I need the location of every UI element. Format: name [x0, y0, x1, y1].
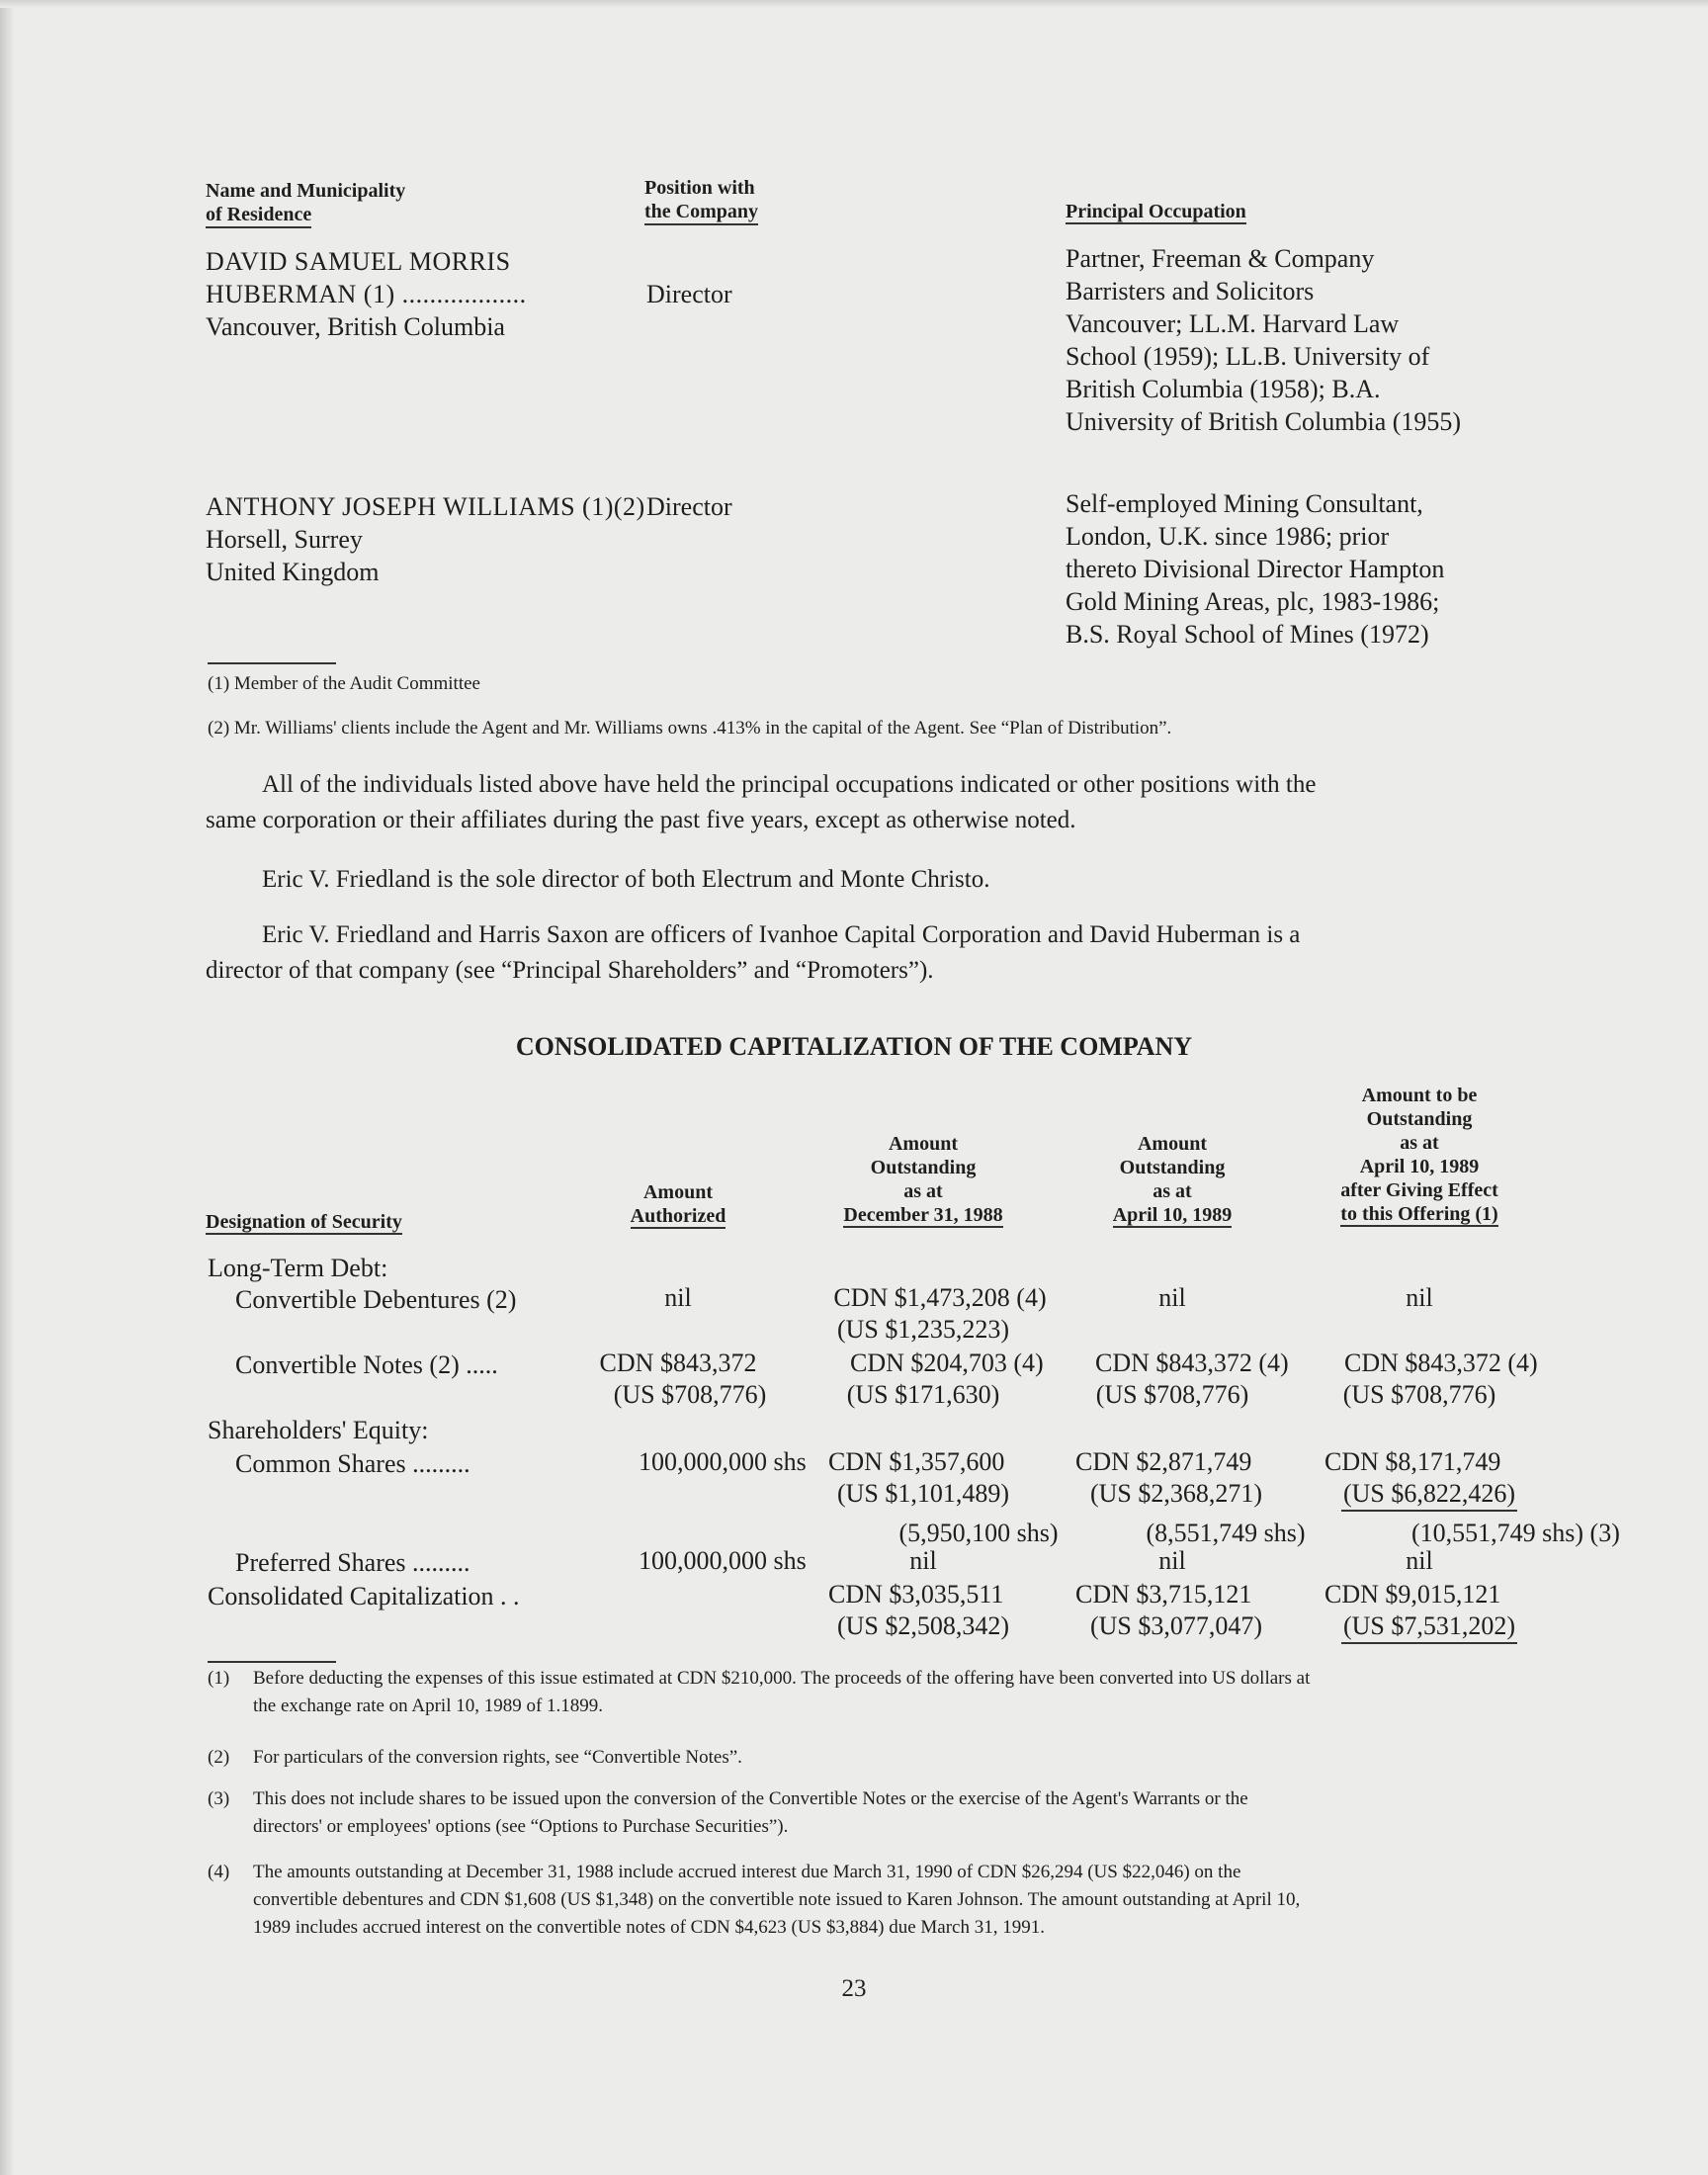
consolidated-after: CDN $9,015,121: [1324, 1580, 1501, 1609]
preferred-dec31: nil: [909, 1546, 937, 1575]
director-1-occupation: Partner, Freeman & Company Barristers and Solicitors Vancouver; LL.M. Harvard Law School (1959); LL.B. University of British Columbia (1958); B.A. University of British Columbia (1955): [1066, 244, 1462, 436]
col-header-after-offering: Amount to be Outstanding as at April 10, 1989 after Giving Effect to this Offering (1): [1340, 1085, 1498, 1225]
notes-dec31: CDN $204,703 (4): [850, 1348, 1044, 1377]
row-label-consolidated: Consolidated Capitalization . .: [208, 1582, 520, 1610]
paragraph-1: All of the individuals listed above have held the principal occupations indicated or other positions with the same corporation or their affiliates during the past five years, except as otherwise noted.: [206, 771, 1317, 833]
header-position: Position with the Company: [644, 176, 758, 225]
col-header-authorized: Amount Authorized: [630, 1181, 726, 1227]
notes-apr10: CDN $843,372 (4): [1095, 1348, 1289, 1377]
scan-edge-top: [0, 0, 1708, 8]
cap-footnote-1: (1) Before deducting the expenses of this issue estimated at CDN $210,000. The proceeds of the offering have been converted into US dollars at the exchange rate on April 10, 1989 of 1.1899.: [208, 1668, 1311, 1716]
debentures-apr10: nil: [1158, 1283, 1186, 1312]
directors-footnote-2: (2) Mr. Williams' clients include the Agent and Mr. Williams owns .413% in the capital of the Agent. See “Plan of Distribution”.: [208, 718, 1172, 739]
col-header-dec31: Amount Outstanding as at December 31, 1988: [843, 1133, 1003, 1226]
debentures-after: nil: [1406, 1283, 1433, 1312]
common-dec31-us: (US $1,101,489): [836, 1479, 1010, 1508]
cap-footnote-4: (4) The amounts outstanding at December 31, 1988 include accrued interest due March 31, 1990 of CDN $26,294 (US $22,046) on the convertible debentures and CDN $1,608 (US $1,348) on the convertible note issued to Karen Johnson. The amount outstanding at April 10, 1989 includes accrued interest on the convertible notes of CDN $4,623 (US $3,884) due March 31, 1991.: [208, 1862, 1301, 1938]
director-2-position: Director: [646, 492, 732, 521]
consolidated-after-us: (US $7,531,202): [1321, 1610, 1538, 1644]
notes-dec31-us: (US $171,630): [846, 1380, 1000, 1409]
row-label-notes: Convertible Notes (2) .....: [235, 1350, 498, 1379]
common-apr10-shares: (8,551,749 shs): [1146, 1519, 1306, 1547]
row-label-common: Common Shares .........: [235, 1449, 470, 1478]
debentures-authorized: nil: [664, 1283, 692, 1312]
director-2-name: ANTHONY JOSEPH WILLIAMS (1)(2) Horsell, Surrey United Kingdom: [206, 492, 645, 586]
col-header-apr10: Amount Outstanding as at April 10, 1989: [1112, 1133, 1233, 1226]
scan-edge-left: [0, 0, 14, 2175]
consolidated-apr10-us: (US $3,077,047): [1089, 1611, 1263, 1640]
common-dec31-shares: (5,950,100 shs): [898, 1519, 1059, 1547]
consolidated-apr10: CDN $3,715,121: [1075, 1580, 1252, 1609]
header-principal-occupation: Principal Occupation: [1066, 201, 1246, 222]
director-2-occupation: Self-employed Mining Consultant, London, U.K. since 1986; prior thereto Divisional Director Hampton Gold Mining Areas, plc, 1983-1986; B.S. Royal School of Mines (1972): [1066, 489, 1445, 649]
page-number: 23: [841, 1975, 867, 2002]
paragraph-3: Eric V. Friedland and Harris Saxon are officers of Ivanhoe Capital Corporation and David Huberman is a director of that company (see “Principal Shareholders” and “Promoters”).: [206, 921, 1301, 984]
common-after-us: (US $6,822,426): [1321, 1477, 1538, 1512]
preferred-after: nil: [1406, 1546, 1433, 1575]
col-header-designation: Designation of Security: [206, 1211, 402, 1233]
footnote-divider: [208, 662, 336, 664]
notes-authorized-us: (US $708,776): [613, 1380, 767, 1409]
cap-footnote-2: (2) For particulars of the conversion rights, see “Convertible Notes”.: [208, 1747, 742, 1768]
debentures-dec31: CDN $1,473,208 (4): [833, 1283, 1047, 1312]
director-1-name: DAVID SAMUEL MORRIS HUBERMAN (1) .................. Vancouver, British Columbia: [206, 247, 527, 341]
row-label-debentures: Convertible Debentures (2): [235, 1285, 517, 1314]
row-label-shareholders-equity: Shareholders' Equity:: [208, 1416, 429, 1444]
cap-footnote-3: (3) This does not include shares to be issued upon the conversion of the Convertible Notes or the exercise of the Agent's Warrants or the directors' or employees' options (see “Options to Purchase Securities”).: [208, 1788, 1248, 1837]
common-dec31: CDN $1,357,600: [828, 1447, 1005, 1476]
notes-apr10-us: (US $708,776): [1095, 1380, 1249, 1409]
consolidated-dec31: CDN $3,035,511: [828, 1580, 1004, 1609]
common-after-shares: (10,551,749 shs) (3): [1411, 1519, 1620, 1547]
common-apr10: CDN $2,871,749: [1075, 1447, 1252, 1476]
notes-authorized: CDN $843,372: [599, 1348, 757, 1377]
common-after: CDN $8,171,749: [1324, 1447, 1501, 1476]
director-1-position: Director: [646, 280, 732, 308]
notes-after-us: (US $708,776): [1342, 1380, 1496, 1409]
row-label-preferred: Preferred Shares .........: [235, 1548, 470, 1577]
preferred-apr10: nil: [1158, 1546, 1186, 1575]
directors-footnote-1: (1) Member of the Audit Committee: [208, 673, 480, 694]
cap-footnote-divider: [208, 1661, 336, 1663]
capitalization-title: CONSOLIDATED CAPITALIZATION OF THE COMPANY: [515, 1032, 1193, 1061]
common-apr10-us: (US $2,368,271): [1089, 1479, 1263, 1508]
common-authorized: 100,000,000 shs: [639, 1447, 807, 1476]
debentures-dec31-us: (US $1,235,223): [836, 1315, 1010, 1344]
preferred-authorized: 100,000,000 shs: [639, 1546, 807, 1575]
consolidated-dec31-us: (US $2,508,342): [836, 1611, 1010, 1640]
notes-after: CDN $843,372 (4): [1344, 1348, 1538, 1377]
header-name-municipality: Name and Municipality of Residence: [206, 179, 405, 228]
row-label-long-term-debt: Long-Term Debt:: [208, 1254, 388, 1282]
paragraph-2: Eric V. Friedland is the sole director of both Electrum and Monte Christo.: [262, 866, 990, 893]
